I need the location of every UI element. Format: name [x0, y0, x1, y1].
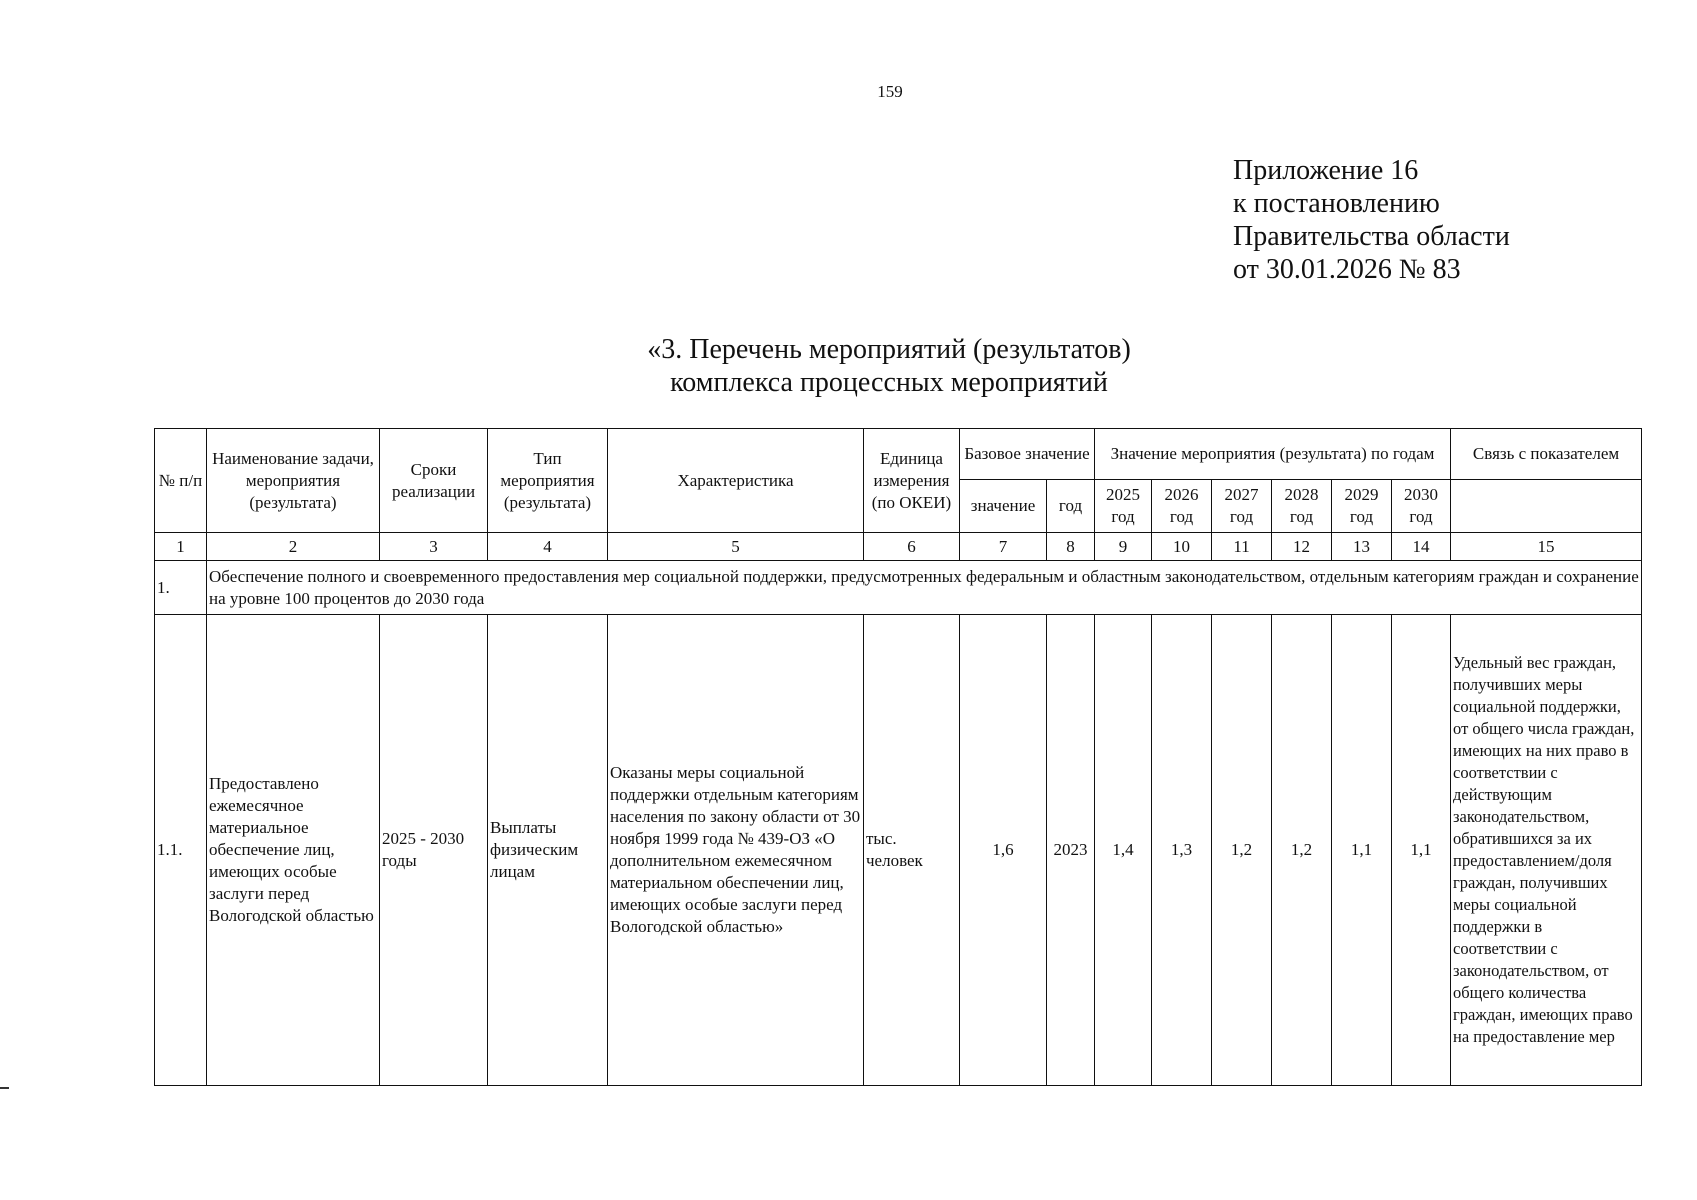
column-number: 12: [1272, 533, 1332, 561]
row-characteristic: Оказаны меры социальной поддержки отдельным категориям населения по закону области от 30 ноября 1999 года № 439-ОЗ «О дополнительном ежемесячном материальном обеспечении лиц, имеющих особые заслуги перед Вологодской областью»: [608, 615, 864, 1086]
column-number: 7: [960, 533, 1047, 561]
title-line-1: «3. Перечень мероприятий (результатов): [647, 334, 1131, 365]
row-period: 2025 - 2030 годы: [380, 615, 488, 1086]
column-number: 9: [1095, 533, 1152, 561]
column-number: 14: [1392, 533, 1451, 561]
column-number: 2: [207, 533, 380, 561]
column-number: 1: [155, 533, 207, 561]
header-year-2029: 2029 год: [1332, 480, 1392, 533]
row-base-value: 1,6: [960, 615, 1047, 1086]
header-year-2030: 2030 год: [1392, 480, 1451, 533]
header-num: № п/п: [155, 429, 207, 533]
row-link: Удельный вес граждан, получивших меры социальной поддержки, от общего числа граждан, имеющих на них право в соответствии с действующим законодательством, обратившихся за их предоставлением/доля граждан, получивших меры социальной поддержки в соответствии с законодательством, от общего количества граждан, имеющих право на предоставление мер: [1451, 615, 1642, 1086]
header-year-2028: 2028 год: [1272, 480, 1332, 533]
row-name: Предоставлено ежемесячное материальное обеспечение лиц, имеющих особые заслуги перед Вологодской областью: [207, 615, 380, 1086]
row-value-2030: 1,1: [1392, 615, 1451, 1086]
task-row: [155, 561, 1642, 615]
row-type: Выплаты физическим лицам: [488, 615, 608, 1086]
header-year-2027: 2027 год: [1212, 480, 1272, 533]
appendix-line-1: Приложение 16: [1233, 155, 1419, 186]
header-base-year: год: [1047, 480, 1095, 533]
column-number: 11: [1212, 533, 1272, 561]
title-line-2: комплекса процессных мероприятий: [670, 367, 1108, 398]
row-base-year: 2023: [1047, 615, 1095, 1086]
column-number: 4: [488, 533, 608, 561]
header-unit: Единица измерения (по ОКЕИ): [864, 429, 960, 533]
header-base-value: значение: [960, 480, 1047, 533]
task-text: Обеспечение полного и своевременного предоставления мер социальной поддержки, предусмотренных федеральным и областным законодательством, отдельным категориям граждан и сохранение на уровне 100 процентов до 2030 года: [207, 561, 1642, 615]
header-characteristic: Характеристика: [608, 429, 864, 533]
column-number: 10: [1152, 533, 1212, 561]
header-period: Сроки реализации: [380, 429, 488, 533]
row-value-2029: 1,1: [1332, 615, 1392, 1086]
column-number: 15: [1451, 533, 1642, 561]
row-unit: тыс. человек: [864, 615, 960, 1086]
row-value-2027: 1,2: [1212, 615, 1272, 1086]
column-number: 6: [864, 533, 960, 561]
appendix-line-2: к постановлению: [1233, 188, 1440, 219]
document-title: [400, 333, 1378, 399]
row-num: 1.1.: [155, 615, 207, 1086]
header-values-by-year: Значение мероприятия (результата) по годам: [1095, 429, 1451, 480]
header-type: Тип мероприятия (результата): [488, 429, 608, 533]
column-number: 8: [1047, 533, 1095, 561]
header-link: Связь с показателем: [1451, 429, 1642, 480]
row-value-2025: 1,4: [1095, 615, 1152, 1086]
header-year-2026: 2026 год: [1152, 480, 1212, 533]
scan-margin-mark: [0, 1087, 9, 1089]
column-number: 13: [1332, 533, 1392, 561]
header-link-empty: [1451, 480, 1642, 533]
header-base: Базовое значение: [960, 429, 1095, 480]
table-row: [155, 615, 1642, 1086]
appendix-block: [1233, 154, 1510, 286]
page-number: 159: [877, 82, 903, 101]
column-number: 3: [380, 533, 488, 561]
measures-table: [154, 428, 1642, 1086]
appendix-line-4: от 30.01.2026 № 83: [1233, 254, 1461, 285]
appendix-line-3: Правительства области: [1233, 221, 1510, 252]
row-value-2028: 1,2: [1272, 615, 1332, 1086]
header-name: Наименование задачи, мероприятия (результата): [207, 429, 380, 533]
task-num: 1.: [155, 561, 207, 615]
column-number: 5: [608, 533, 864, 561]
row-value-2026: 1,3: [1152, 615, 1212, 1086]
header-year-2025: 2025 год: [1095, 480, 1152, 533]
